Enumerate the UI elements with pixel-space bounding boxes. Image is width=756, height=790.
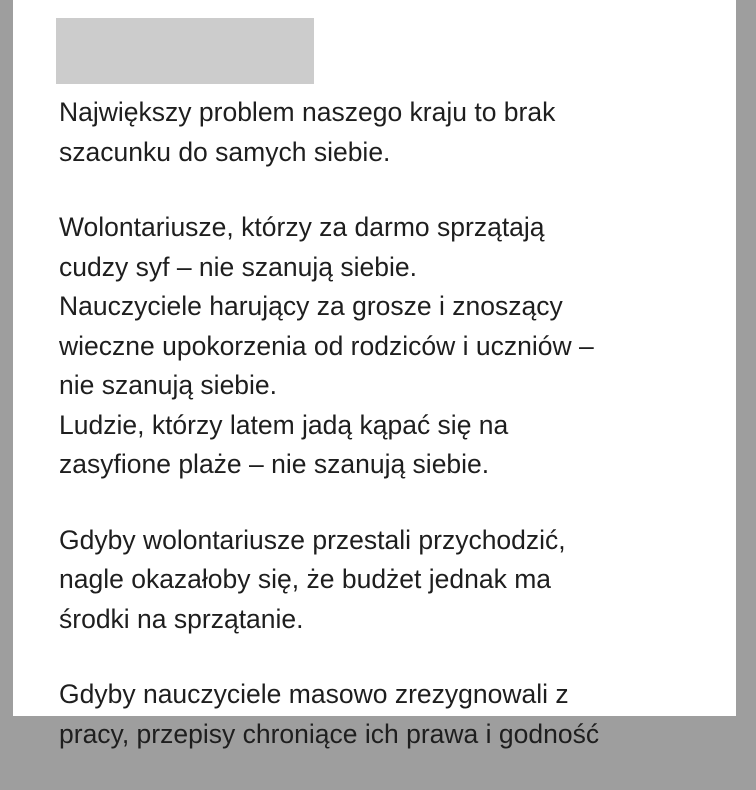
text-line: Gdyby wolontariusze przestali przychodzić,: [59, 524, 566, 555]
paragraph-4: [59, 675, 719, 754]
text-line: środki na sprzątanie.: [59, 603, 304, 634]
text-line: Gdyby nauczyciele masowo zrezygnowali z: [59, 679, 569, 709]
paragraph-2: [59, 208, 719, 485]
text-line: szacunku do samych siebie.: [59, 136, 391, 167]
text-line: nagle okazałoby się, że budżet jednak ma: [59, 564, 552, 594]
text-line: Ludzie, którzy latem jadą kąpać się na: [59, 409, 509, 440]
post-card: [13, 0, 736, 749]
text-line: Największy problem naszego kraju to brak: [59, 97, 556, 127]
paragraph-3: [59, 521, 719, 640]
text-line: wieczne upokorzenia od rodziców i uczniów –: [59, 330, 594, 361]
text-line: zasyfione plaże – nie szanują siebie.: [59, 449, 490, 479]
text-line: Wolontariusze, którzy za darmo sprzątają: [59, 212, 545, 242]
text-line: cudzy syf – nie szanują siebie.: [59, 251, 417, 282]
text-line: Nauczyciele harujący za grosze i znoszący: [59, 291, 563, 321]
post-body: [59, 93, 719, 790]
paragraph-1: [59, 93, 719, 172]
redacted-author-block: [56, 18, 314, 84]
text-line: nie szanują siebie.: [59, 370, 278, 400]
text-line: pracy, przepisy chroniące ich prawa i godność: [59, 718, 600, 749]
